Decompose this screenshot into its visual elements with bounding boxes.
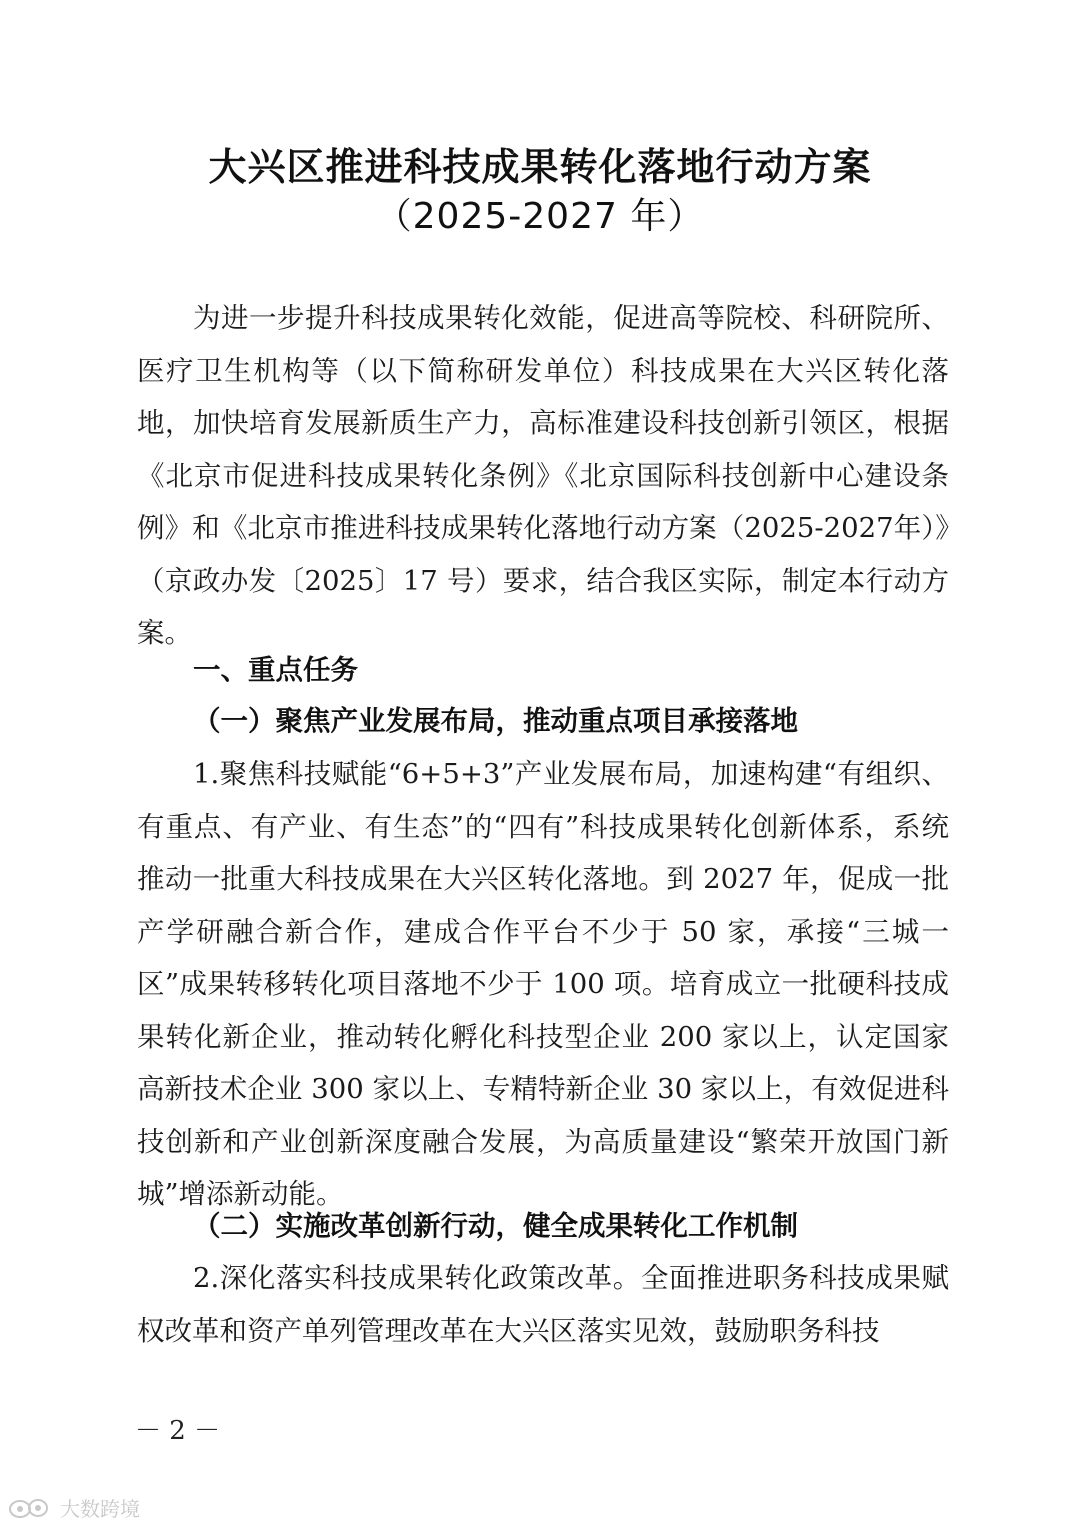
section-heading: 一、重点任务 [193,654,358,686]
subsection-heading-1: （一）聚焦产业发展布局，推动重点项目承接落地 [193,705,798,737]
page-number: － 2 － [135,1416,221,1446]
document-subtitle: （2025-2027 年） [375,196,705,237]
item-paragraph-2: 2.深化落实科技成果转化政策改革。全面推进职务科技成果赋权改革和资产单列管理改革在大兴区落实见效，鼓励职务科技 [137,1262,949,1347]
watermark [8,1493,140,1522]
document-title: 大兴区推进科技成果转化落地行动方案 [208,145,872,189]
intro-paragraph: 为进一步提升科技成果转化效能，促进高等院校、科研院所、医疗卫生机构等（以下简称研发单位）科技成果在大兴区转化落地，加快培育发展新质生产力，高标准建设科技创新引领区，根据《北京市促进科技成果转化条例》《北京国际科技创新中心建设条例》和《北京市推进科技成果转化落地行动方案（2025-2027年）》（京政办发〔2025〕17 号）要求，结合我区实际，制定本行动方案。 [137,302,949,649]
subsection-heading-2: （二）实施改革创新行动，健全成果转化工作机制 [193,1210,798,1242]
item-paragraph-1: 1.聚焦科技赋能“6+5+3”产业发展布局，加速构建“有组织、有重点、有产业、有生态”的“四有”科技成果转化创新体系，系统推动一批重大科技成果在大兴区转化落地。到 2027 年，促成一批产学研融合新合作，建成合作平台不少于 50 家，承接“三城一区”成果转移转化项目落地不少于 100 项。培育成立一批硬科技成果转化新企业，推动转化孵化科技型企业 200 家以上，认定国家高新技术企业 300 家以上、专精特新企业 30 家以上，有效促进科技创新和产业创新深度融合发展，为高质量建设“繁荣开放国门新城”增添新动能。 [137,758,949,1210]
weibo-icon [8,1497,54,1519]
watermark-text: 大数跨境 [60,1497,140,1521]
